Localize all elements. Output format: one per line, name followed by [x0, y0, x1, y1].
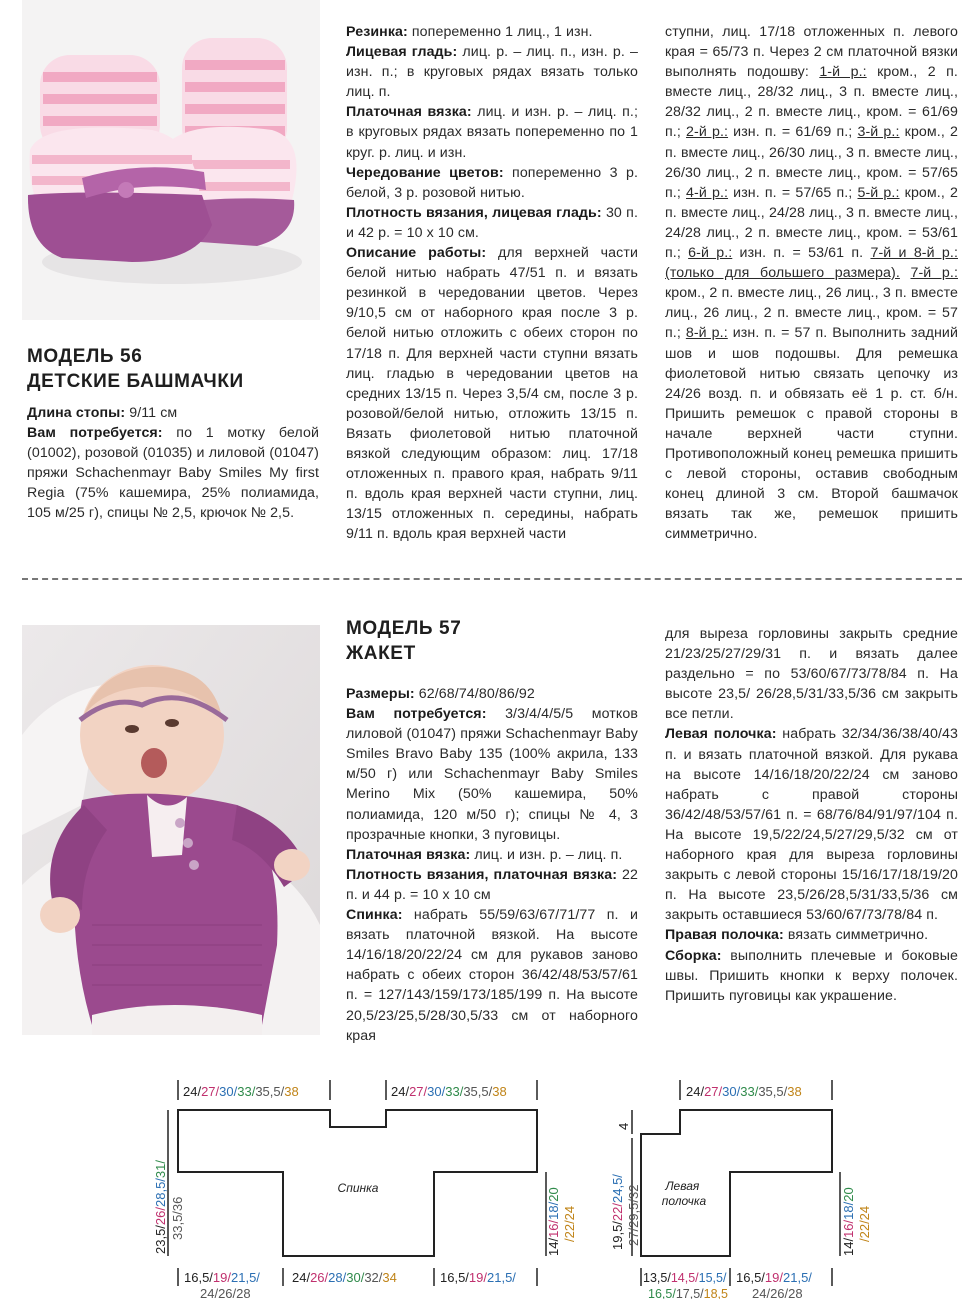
dim-bottom-back-right: 16,5/19/21,5/ — [440, 1270, 516, 1285]
dim-side-back-right: 14/16/18/20 — [546, 1187, 561, 1256]
text: 3/3/4/4/5/5 мотков лиловой (01047) пряжи Schachenmayr Baby Smiles Bravo Baby 135 (100% акрила, 133 м/50 г) или Schachenmayr Baby Smiles Merino Mix (50% кашемира, 50% полиамида, 120 м/50 г); спицы № 4, 3 прозрачные кнопки, 3 пуговицы. — [346, 706, 638, 843]
text: по 1 мотку белой (01002), розовой (01035) и лиловой (01047) пряжи Schachenmayr Baby Smiles My first Regia (75% кашемира, 25% полиамида, 105 м/25 г), спицы № 2,5, крючок № 2,5. — [27, 425, 319, 522]
dim-side-front-right: 14/16/18/20 — [841, 1187, 856, 1256]
text: вязать симметрично. — [783, 927, 929, 944]
model57-middle-column — [346, 684, 638, 1046]
model57-title — [346, 616, 461, 666]
para — [27, 403, 319, 423]
label: Размеры: — [346, 686, 415, 702]
row-label: 4-й р.: — [686, 184, 729, 201]
text: ступни, лиц. 17/18 отложенных п. левого края = 65/73 п. Через 2 см платочной вязки выполнять подошву: — [665, 24, 958, 81]
front-label: Левая полочка — [661, 1179, 707, 1208]
row-label: 3-й р.: — [857, 124, 900, 141]
dim-side-back-left-2: 33,5/36 — [170, 1196, 185, 1240]
para — [665, 925, 958, 945]
para — [346, 22, 638, 42]
text: попеременно 3 р. белой, 3 р. розовой нитью. — [346, 164, 638, 201]
para — [346, 865, 638, 905]
text: кром., 2 п. вместе лиц., 26 лиц., 3 п. вместе лиц., 26 лиц., 2 п. вместе лиц., кром. = 57 п.; — [665, 285, 958, 342]
dim-bottom-front-mid-2: 24/26/28 — [752, 1286, 803, 1299]
para — [346, 905, 638, 1046]
text: набрать 32/34/36/38/40/43 п. и вязать платочной вязкой. Для рукава на высоте 14/16/18/20/22/24 см заново набрать с правой стороны 36/42/48/53/57/61 п. = 68/76/84/91/97/104 п. На высоте 19,5/22/24,5/27/29,5/32 см от наборного края для выреза горловины закрыть с левой стороны 15/16/17/18/19/20 п. На высоте 23,5/26/28,5/31/33,5/36 см закрыть оставшиеся 53/60/67/73/78/84 п. — [665, 726, 958, 924]
text: лиц. и изн. р. – лиц. п. — [470, 846, 623, 863]
dim-neck-height: 4 — [616, 1122, 631, 1130]
model56-title — [27, 344, 244, 394]
text: 9/11 см — [125, 405, 178, 421]
back-label: Спинка — [337, 1181, 379, 1195]
para — [346, 203, 638, 243]
label: Платочная вязка: — [346, 104, 472, 121]
text: для верхней части белой нитью набрать 47/51 п. и вязать резинкой в чередовании цветов. Через 9/10,5 см от наборного края после 3 р. белой нитью отложить с обеих сторон по 17/18 п. Для верхней части ступни вязать лиц. гладью в чередовании цветов на средних 13/15 п. Через 3,5/4 см, после 3 р. розовой/белой нитью, отложить 13/15 п. Вязать фиолетовой нитью платочной вязкой следующим образом: лиц. 17/18 отложенных п. правого края, набрать 9/11 п. вдоль края верхней части ступни, лиц. 13/15 отложенных п. середины, набрать 9/11 п. вдоль края верхней части — [346, 245, 638, 543]
label: Плотность вязания, платочная вязка: — [346, 866, 618, 883]
text: выполнить плечевые и боковые швы. Пришить кнопки к верху полочек. Пришить пуговицы как украшение. — [665, 947, 958, 1004]
para — [665, 22, 958, 544]
baby-photo — [22, 625, 320, 1035]
para — [665, 724, 958, 925]
label: Лицевая гладь: — [346, 44, 458, 61]
dim-bottom-front-left-2: 16,5/17,5/18,5 — [648, 1287, 728, 1299]
section-divider — [22, 578, 962, 580]
text: лиц. и изн. р. – лиц. п.; в круговых рядах вязать попеременно по 1 круг. р. лиц. и изн. — [346, 104, 638, 161]
dim-top-front: 24/27/30/33/35,5/38 — [686, 1084, 802, 1099]
text: 30 п. и 42 р. = 10 х 10 см. — [346, 204, 638, 241]
para — [346, 845, 638, 865]
label: Сборка: — [665, 947, 722, 964]
label: Платочная вязка: — [346, 846, 471, 863]
label: Чередование цветов: — [346, 164, 504, 181]
para — [346, 243, 638, 544]
dim-side-back-left: 23,5/26/28,5/31/ — [153, 1160, 168, 1254]
label: Спинка: — [346, 907, 403, 924]
model56-right-column — [665, 22, 958, 544]
label: Левая полочка: — [665, 726, 777, 743]
row-label: 7-й р.: — [910, 265, 958, 282]
label: Резинка: — [346, 24, 408, 40]
text: изн. п. = 53/61 п. — [732, 245, 871, 262]
dim-bottom-front-left: 13,5/14,5/15,5/ — [643, 1271, 727, 1285]
text: изн. п. = 61/69 п.; — [728, 124, 858, 141]
text: 62/68/74/80/86/92 — [414, 686, 535, 702]
dim-side-front-2: 27/29,5/32 — [626, 1184, 641, 1246]
dim-side-front: 19,5/22/24,5/ — [610, 1174, 625, 1250]
dim-top-back-left: 24/27/30/33/35,5/38 — [183, 1084, 299, 1099]
para — [665, 624, 958, 724]
row-label: 2-й р.: — [686, 124, 729, 141]
label: Длина стопы: — [27, 405, 126, 421]
model56-intro — [27, 403, 319, 524]
text: кром., 2 п. вместе лиц., 26/30 лиц., 3 п. вместе лиц., 26/30 лиц., 2 п. вместе лиц., кром. = 57/65 п.; — [665, 124, 958, 201]
text: изн. п. = 57/65 п.; — [728, 184, 858, 201]
dim-bottom-back-left: 16,5/19/21,5/ — [184, 1270, 260, 1285]
row-label: 8-й р.: — [685, 325, 728, 342]
dim-bottom-front-right: 16,5/19/21,5/ — [736, 1270, 812, 1285]
text: кром., 2 п. вместе лиц., 28/32 лиц., 3 п. вместе лиц., 28/32 лиц., 2 п. вместе лиц., кром. = 61/69 п.; — [665, 64, 958, 141]
para — [346, 704, 638, 845]
para — [346, 102, 638, 162]
para — [346, 163, 638, 203]
dim-top-back-right: 24/27/30/33/35,5/38 — [391, 1084, 507, 1099]
dim-side-front-right-2: /22/24 — [857, 1205, 872, 1242]
dim-bottom-back-mid-2: 24/26/28 — [200, 1286, 251, 1299]
pattern-schematic — [0, 1070, 975, 1299]
label: Описание работы: — [346, 245, 487, 262]
row-label: 5-й р.: — [857, 184, 900, 201]
label: Вам потребуется: — [27, 425, 163, 442]
label: Правая полочка: — [665, 927, 784, 944]
model56-title-line2: ДЕТСКИЕ БАШМАЧКИ — [27, 371, 244, 392]
row-label: 6-й р.: — [688, 245, 733, 262]
text: набрать 55/59/63/67/71/77 п. и вязать платочной вязкой. На высоте 14/16/18/20/22/24 см для рукавов заново набрать с обеих сторон 36/42/48/53/57/61 п. = 127/143/159/173/185/199 п. На высоте 20,5/23/25,5/28/30,5/33 см от наборного края — [346, 907, 638, 1044]
row-label: 1-й р.: — [819, 64, 867, 81]
model57-title-line2: ЖАКЕТ — [346, 643, 416, 664]
para — [665, 946, 958, 1006]
booties-photo — [22, 0, 320, 320]
text: 22 п. и 44 р. = 10 х 10 см — [346, 866, 638, 903]
para — [346, 42, 638, 102]
dim-bottom-back-mid: 24/26/28/30/32/34 — [292, 1270, 397, 1285]
model56-title-line1: МОДЕЛЬ 56 — [27, 346, 143, 367]
model56-middle-column — [346, 22, 638, 544]
para — [27, 423, 319, 523]
text: лиц. р. – лиц. п., изн. р. – изн. п.; в круговых рядах вязать только лиц. п. — [346, 44, 638, 101]
label: Плотность вязания, лицевая гладь: — [346, 204, 602, 221]
model57-title-line1: МОДЕЛЬ 57 — [346, 618, 462, 639]
text: попеременно 1 лиц., 1 изн. — [407, 24, 593, 40]
text: для выреза горловины закрыть средние 21/23/25/27/29/31 п. и вязать далее раздельно = по 53/60/67/73/78/84 п. На высоте 23,5/ 26/28,5/31/33,5/36 см закрыть все петли. — [665, 626, 958, 723]
para — [346, 684, 638, 704]
label: Вам потребуется: — [346, 706, 487, 723]
text — [900, 265, 911, 281]
row-label: 7-й и 8-й р.: (только для большего размера). — [665, 245, 958, 282]
model57-right-column — [665, 624, 958, 1006]
dim-side-back-right-2: /22/24 — [562, 1205, 577, 1242]
text: кром., 2 п. вместе лиц., 24/28 лиц., 3 п. вместе лиц., 24/28 лиц., 2 п. вместе лиц., кром. = 53/61 п.; — [665, 184, 958, 262]
text: изн. п. = 57 п. Выполнить задний шов и шов подошвы. Для ремешка фиолетовой нитью связать цепочку из 24/26 возд. п. и обвязать её 1 р. ст. б/н. Пришить ремешок с правой стороны в начале верхней части ступни. Противоположный конец ремешка пришить с левой стороны, оставив свободным конец длиной 3 см. Второй башмачок вязать так же, ремешок пришить симметрично. — [665, 325, 958, 543]
